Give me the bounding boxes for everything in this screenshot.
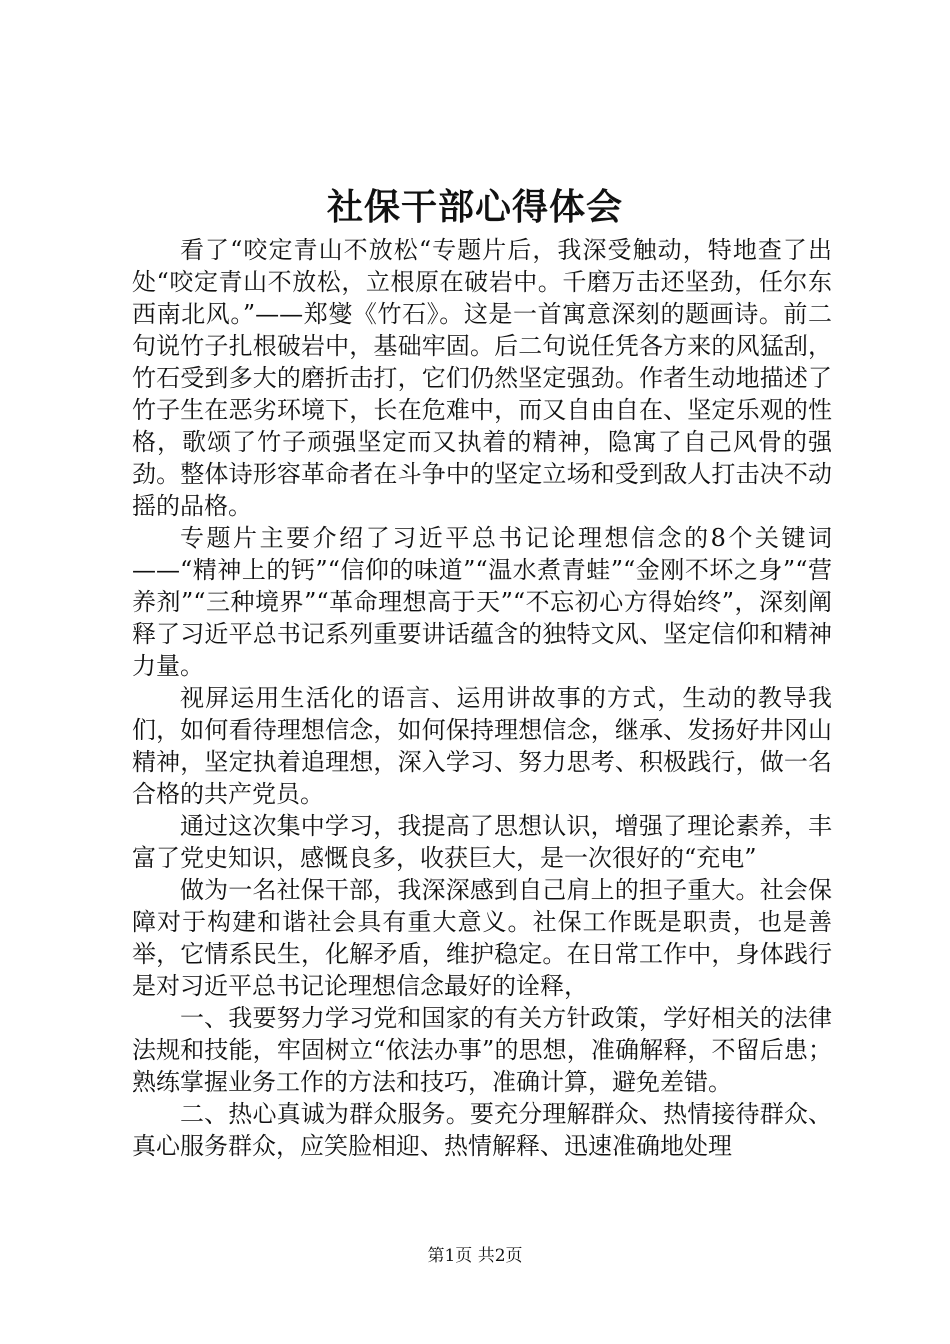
document-body [132, 234, 832, 1162]
paragraph-6: 一、我要努力学习党和国家的有关方针政策，学好相关的法律法规和技能，牢固树立“依法办事”的思想，准确解释，不留后患；熟练掌握业务工作的方法和技巧，准确计算，避免差错。 [132, 1004, 832, 1096]
paragraph-5: 做为一名社保干部，我深深感到自己肩上的担子重大。社会保障对于构建和谐社会具有重大意义。社保工作既是职责，也是善举，它情系民生，化解矛盾，维护稳定。在日常工作中，身体践行是对习近平总书记论理想信念最好的诠释， [132, 876, 832, 1000]
paragraph-1: 看了“咬定青山不放松“专题片后，我深受触动，特地查了出处“咬定青山不放松，立根原在破岩中。千磨万击还坚劲，任尔东西南北风。”——郑燮《竹石》。这是一首寓意深刻的题画诗。前二句说竹子扎根破岩中，基础牢固。后二句说任凭各方来的风猛刮，竹石受到多大的磨折击打，它们仍然坚定强劲。作者生动地描述了竹子生在恶劣环境下，长在危难中，而又自由自在、坚定乐观的性格，歌颂了竹子顽强坚定而又执着的精神，隐寓了自己风骨的强劲。整体诗形容革命者在斗争中的坚定立场和受到敌人打击决不动摇的品格。 [132, 236, 832, 520]
document-title: 社保干部心得体会 [326, 186, 623, 228]
paragraph-4: 通过这次集中学习，我提高了思想认识，增强了理论素养，丰富了党史知识，感慨良多，收获巨大，是一次很好的“充电” [132, 812, 832, 872]
paragraph-2: 专题片主要介绍了习近平总书记论理想信念的8个关键词——“精神上的钙”“信仰的味道”“温水煮青蛙”“金刚不坏之身”“营养剂”“三种境界”“革命理想高于天”“不忘初心方得始终”，深刻阐释了习近平总书记系列重要讲话蕴含的独特文风、坚定信仰和精神力量。 [132, 524, 832, 680]
page-number-footer: 第1页 共2页 [427, 1246, 523, 1266]
paragraph-7: 二、热心真诚为群众服务。要充分理解群众、热情接待群众、真心服务群众，应笑脸相迎、热情解释、迅速准确地处理 [132, 1100, 832, 1160]
paragraph-3: 视屏运用生活化的语言、运用讲故事的方式，生动的教导我们，如何看待理想信念，如何保持理想信念，继承、发扬好井冈山精神，坚定执着追理想，深入学习、努力思考、积极践行，做一名合格的共产党员。 [132, 684, 832, 808]
